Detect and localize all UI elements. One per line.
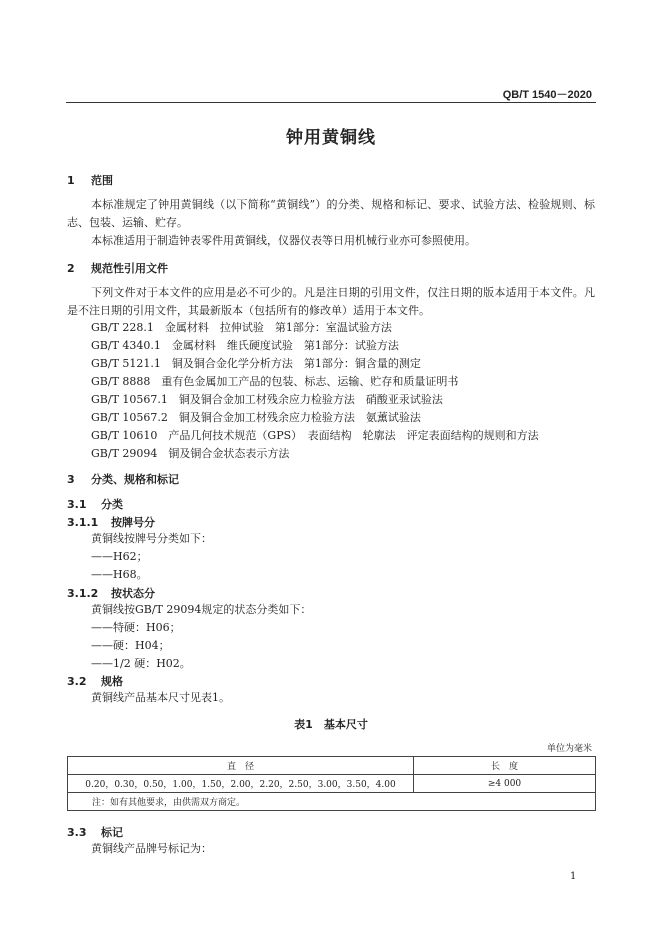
- section-1-para-1: 本标准规定了钟用黄铜线（以下简称“黄铜线”）的分类、规格和标记、要求、试验方法、检验规则、标志、包装、运输、贮存。: [67, 198, 595, 229]
- document-title: 钟用黄铜线: [286, 128, 376, 148]
- cell-length-value: ≥4 000: [414, 775, 596, 793]
- list-item: ——H62；: [91, 550, 148, 563]
- list-item: ——H68。: [91, 568, 148, 581]
- ref-item: GB/T 228.1 金属材料 拉伸试验 第1部分：室温试验方法: [91, 321, 392, 334]
- list-item: ——1/2 硬：H02。: [91, 657, 191, 670]
- ref-item: GB/T 29094 铜及铜合金状态表示方法: [91, 447, 290, 460]
- ref-item: GB/T 10567.1 铜及铜合金加工材残余应力检验方法 硝酸亚汞试验法: [91, 393, 443, 406]
- ref-item: GB/T 4340.1 金属材料 维氏硬度试验 第1部分：试验方法: [91, 339, 399, 352]
- section-1-para-2: 本标准适用于制造钟表零件用黄铜线，仪器仪表等日用机械行业亦可参照使用。: [91, 234, 476, 247]
- table-row: [68, 775, 596, 793]
- table-1-title: 表1 基本尺寸: [294, 718, 368, 731]
- ref-item: GB/T 10567.2 铜及铜合金加工材残余应力检验方法 氨薰试验法: [91, 411, 421, 424]
- header-cell-diameter: 直 径: [68, 757, 414, 775]
- list-item: ——特硬：H06；: [91, 621, 181, 634]
- table-1-unit: 单位为毫米: [546, 744, 592, 754]
- section-3-1-2-intro: 黄铜线按GB/T 29094规定的状态分类如下：: [91, 603, 312, 616]
- ref-item: GB/T 8888 重有色金属加工产品的包装、标志、运输、贮存和质量证明书: [91, 375, 459, 388]
- page-number: 1: [570, 871, 577, 882]
- cell-diameter-values: 0.20，0.30，0.50，1.00，1.50，2.00，2.20，2.50，3.00，3.50，4.00: [68, 775, 414, 793]
- section-2-intro: 下列文件对于本文件的应用是必不可少的。凡是注日期的引用文件，仅注日期的版本适用于本文件。凡是不注日期的引用文件，其最新版本（包括所有的修改单）适用于本文件。: [67, 286, 595, 317]
- section-3-1-heading: 3.1 分类: [67, 498, 123, 511]
- table-note-row: [68, 793, 596, 811]
- header-rule: [66, 102, 596, 103]
- section-3-1-1-intro: 黄铜线按牌号分类如下：: [91, 532, 212, 545]
- ref-item: GB/T 5121.1 铜及铜合金化学分析方法 第1部分：铜含量的测定: [91, 357, 421, 370]
- table-note: 注：如有其他要求，由供需双方商定。: [68, 793, 596, 811]
- section-3-1-2-heading: 3.1.2 按状态分: [67, 587, 155, 600]
- section-3-3-heading: 3.3 标记: [67, 826, 123, 839]
- section-3-heading: 3 分类、规格和标记: [67, 473, 179, 486]
- header-cell-length: 长 度: [414, 757, 596, 775]
- section-3-2-text: 黄铜线产品基本尺寸见表1。: [91, 691, 230, 704]
- section-2-heading: 2 规范性引用文件: [67, 262, 168, 275]
- ref-item: GB/T 10610 产品几何技术规范（GPS） 表面结构 轮廓法 评定表面结构的规则和方法: [91, 429, 539, 442]
- standard-code: QB/T 1540－2020: [502, 89, 592, 101]
- list-item: ——硬：H04；: [91, 639, 170, 652]
- section-3-1-1-heading: 3.1.1 按牌号分: [67, 516, 155, 529]
- section-3-2-heading: 3.2 规格: [67, 675, 123, 688]
- section-3-3-text: 黄铜线产品牌号标记为：: [91, 842, 212, 855]
- section-1-heading: 1 范围: [67, 174, 113, 187]
- table-header-row: [68, 757, 596, 775]
- table-1: [67, 756, 596, 811]
